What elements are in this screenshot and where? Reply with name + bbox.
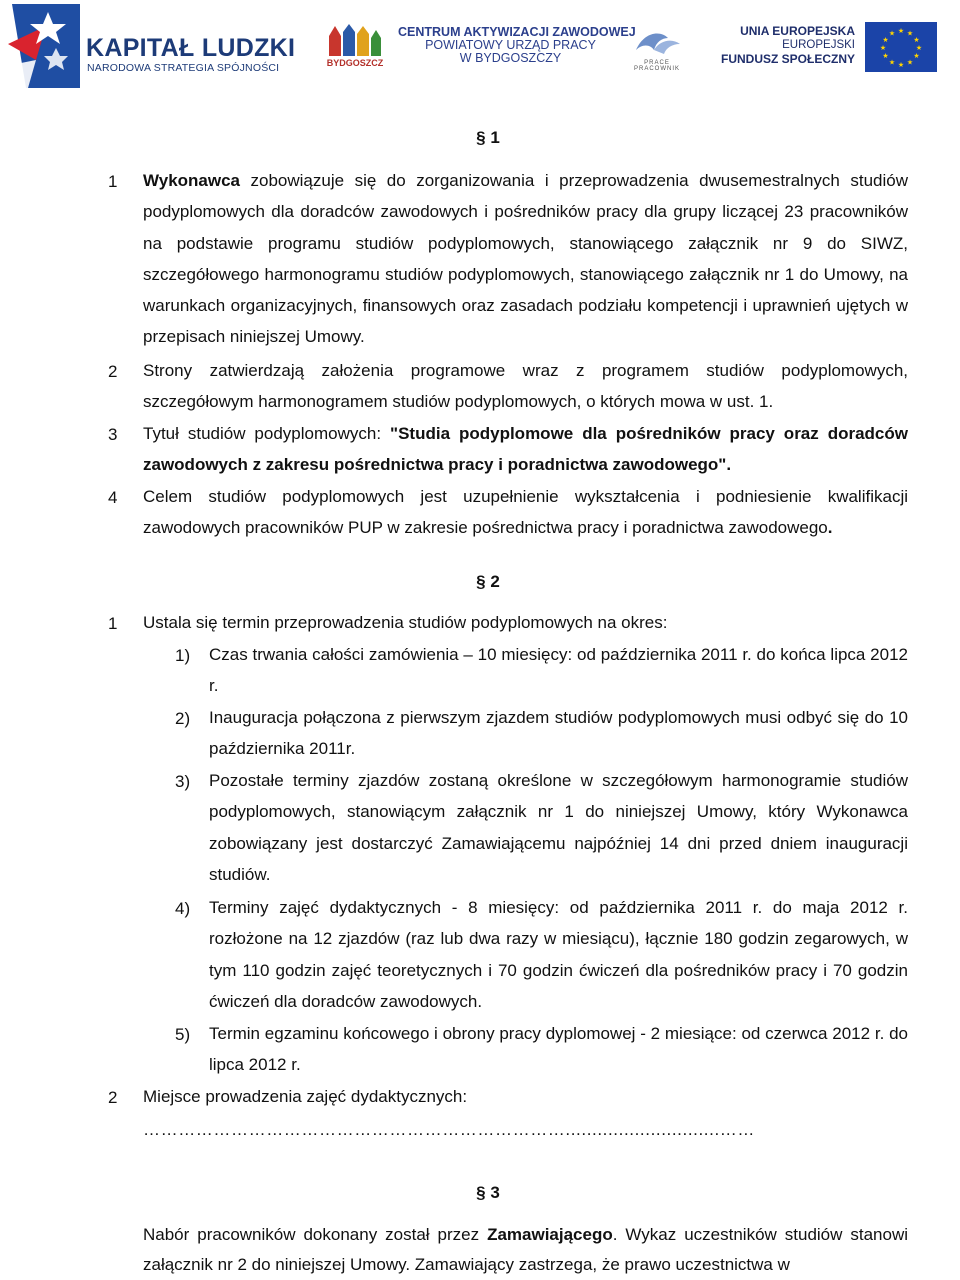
svg-text:★: ★ [913, 52, 920, 60]
paragraph-text: Miejsce prowadzenia zajęć dydaktycznych: [143, 1087, 468, 1106]
paragraph-text: zobowiązuje się do zorganizowania i przeprowadzenia dwusemestralnych studiów podyplomowych dla doradców zawodowych i pośredników pracy dla grupy liczącej 23 pracowników na podstawie programu studiów podyplomowych, stanowiącego załącznik nr 9 do SIWZ, szczegółowego harmonogramu studiów podyplomowych, stanowiącego załącznik nr 1 do Umowy, na warunkach organizacyjnych, finansowych oraz zasadach podziału kompetencji i uprawnień ujętych w przepisach niniejszej Umowy. [143, 171, 908, 347]
eu-line: FUNDUSZ SPOŁECZNY [720, 52, 855, 66]
kapital-ludzki-title: KAPITAŁ LUDZKI [86, 34, 296, 62]
kapital-ludzki-subtitle: NARODOWA STRATEGIA SPÓJNOŚCI [87, 62, 280, 74]
svg-text:★: ★ [882, 36, 889, 44]
subitem-text: Terminy zajęć dydaktycznych - 8 miesięcy: od października 2011 r. do maja 2012 r. rozłożone na 12 zjazdów (raz lub dwa razy w miesiącu), łącznie 180 godzin zegarowych, w tym 110 godzin zajęć teoretycznych i 70 godzin ćwiczeń dla pośredników pracy i 70 godzin ćwiczeń dla doradców zawodowych. [209, 898, 908, 1011]
item-number: 3 [108, 425, 118, 444]
subitem-text: Termin egzaminu końcowego i obrony pracy dyplomowej - 2 miesiące: od czerwca 2012 r. do lipca 2012 r. [209, 1024, 908, 1075]
section-heading: § 2 [476, 572, 500, 591]
bold-lead: Wykonawca [143, 171, 241, 190]
eu-line: UNIA EUROPEJSKA [740, 24, 855, 38]
paragraph [143, 607, 908, 638]
blank-fill-line: ……………………………………………………………….............................…… [143, 1120, 755, 1139]
bold-tail: . [827, 518, 833, 538]
subitem-text: Pozostałe terminy zjazdów zostaną określone w szczegółowym harmonogramie studiów podyplomowych, stanowiącym załącznik nr 1 do niniejszej Umowy, który Wykonawca zobowiązany jest dostarczyć Zamawiającemu najpóźniej 14 dni przed dniem inauguracji studiów. [209, 771, 908, 884]
study-title: "Studia podyplomowe dla pośredników pracy oraz doradców zawodowych z zakresu pośrednictwa pracy i poradnictwa zawodowego". [143, 424, 908, 475]
svg-text:★: ★ [897, 61, 905, 69]
paragraph-text: Strony zatwierdzają założenia programowe wraz z programem studiów podyplomowych, szczegółowym harmonogramem studiów podyplomowych, o których mowa w ust. 1. [143, 361, 908, 412]
subitem-number: 3) [175, 772, 191, 791]
paragraph [143, 418, 908, 481]
paragraph [143, 481, 908, 544]
bold-term: Zamawiającego [487, 1225, 613, 1244]
paragraph-text: . Wykaz uczestników studiów stanowi załącznik nr 2 do niniejszej Umowy. Zamawiający zastrzega, że prawo uczestnictwa w [143, 1225, 909, 1274]
svg-text:★: ★ [906, 29, 914, 38]
item-number: 2 [108, 1088, 118, 1107]
svg-text:★: ★ [882, 52, 889, 60]
paragraph [143, 165, 908, 353]
svg-text:★: ★ [888, 58, 896, 67]
section-heading: § 1 [476, 128, 500, 147]
svg-text:★: ★ [913, 36, 920, 44]
subitem-text: Inauguracja połączona z pierwszym zjazdem studiów podyplomowych musi odbyć się do 10 października 2011r. [209, 708, 908, 759]
paragraph-text: Nabór pracowników dokonany został przez [143, 1225, 488, 1244]
item-number: 1 [108, 172, 118, 191]
svg-text:★: ★ [879, 44, 887, 52]
paragraph [143, 355, 908, 418]
svg-text:★: ★ [915, 44, 923, 52]
paragraph [143, 1081, 908, 1112]
eu-line: EUROPEJSKI [782, 39, 855, 51]
pup-line: POWIATOWY URZĄD PRACY [425, 38, 596, 52]
subitem-number: 5) [175, 1025, 191, 1044]
pup-line: W BYDGOSZCZY [459, 51, 562, 65]
section-heading: § 3 [476, 1183, 500, 1202]
paragraph-text: Tytuł studiów podyplomowych: [143, 424, 391, 443]
paragraph-text: Ustala się termin przeprowadzenia studiów podyplomowych na okres: [143, 613, 668, 632]
paragraph [143, 1220, 908, 1280]
svg-text:★: ★ [906, 58, 914, 67]
subitem-number: 4) [175, 899, 191, 918]
item-number: 4 [108, 488, 118, 507]
svg-text:★: ★ [888, 29, 896, 38]
item-number: 1 [108, 614, 118, 633]
item-number: 2 [108, 362, 118, 381]
paragraph-text: Celem studiów podyplomowych jest uzupełnienie wykształcenia i podniesienie kwalifikacji zawodowych pracowników PUP w zakresie pośrednictwa pracy i poradnictwa zawodowego [143, 487, 908, 538]
pup-line: CENTRUM AKTYWIZACJI ZAWODOWEJ [398, 25, 636, 39]
subitem-number: 1) [175, 646, 191, 665]
bird-caption: PRACE PRACOWNIK [633, 60, 680, 72]
bydgoszcz-label: BYDGOSZCZ [326, 58, 384, 68]
subitem-text: Czas trwania całości zamówienia – 10 miesięcy: od października 2011 r. do końca lipca 2012 r. [209, 645, 908, 696]
svg-text:★: ★ [897, 27, 905, 35]
subitem-number: 2) [175, 709, 191, 728]
